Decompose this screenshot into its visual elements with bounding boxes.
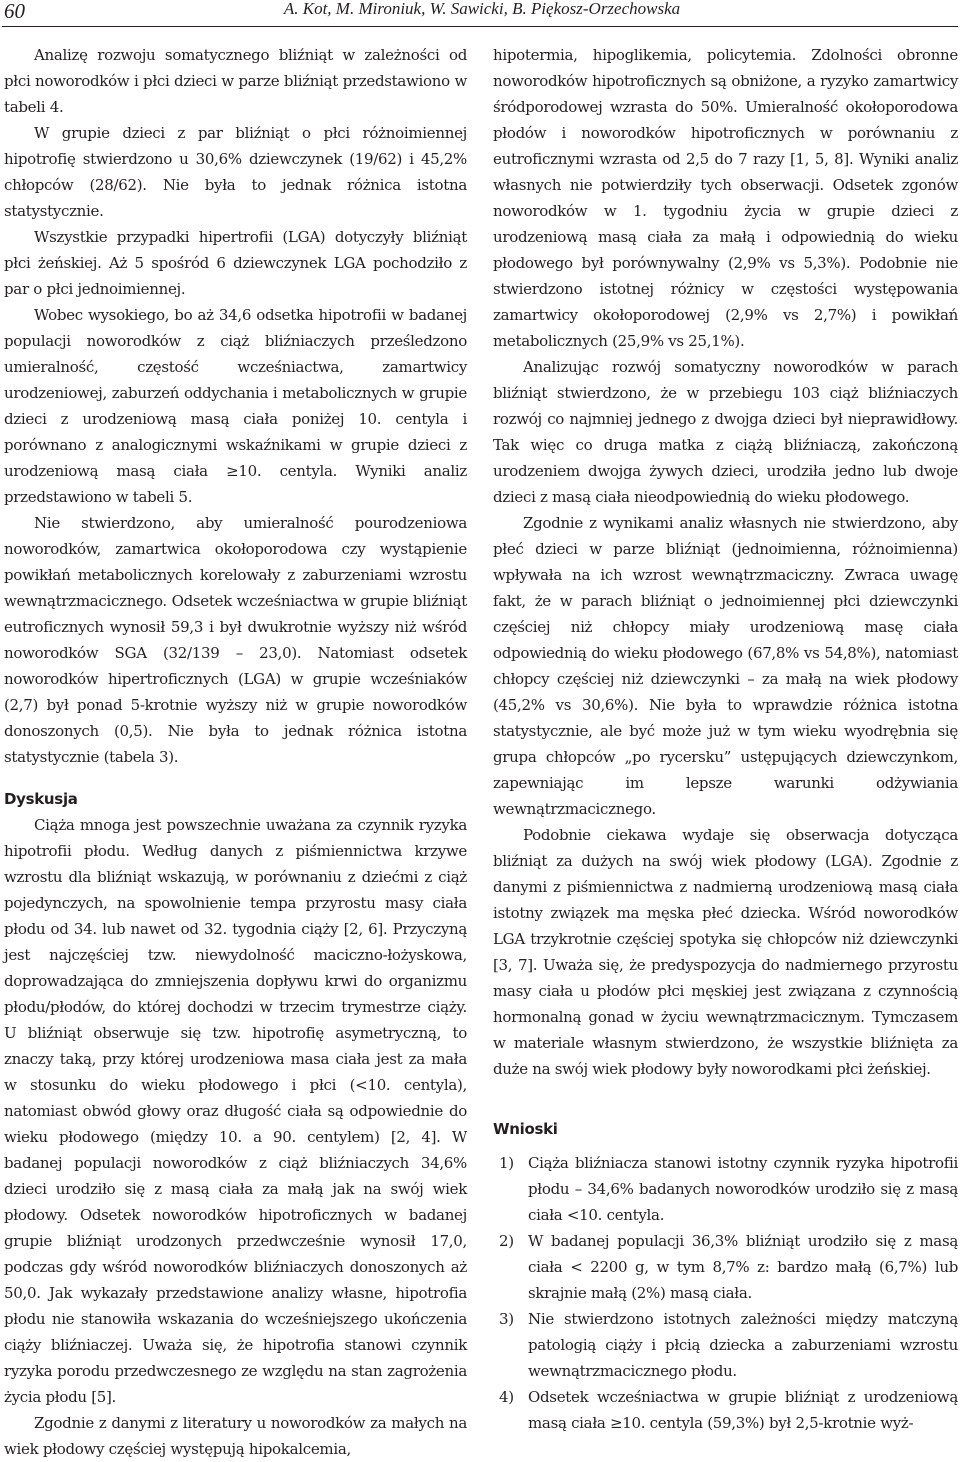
paragraph: Analizę rozwoju somatycznego bliźniąt w zależności od płci noworodków i płci dzieci w parze bliźniąt przedstawiono w tabeli 4. [4, 46, 467, 116]
list-text: Nie stwierdzono istotnych zależności między matczyną patologią ciąży i płcią dziecka a zaburzeniami wzrostu wewnątrzmacicznego płodu. [528, 1310, 958, 1380]
section-heading-wnioski: Wnioski [493, 1120, 558, 1138]
list-text: Ciąża bliźniacza stanowi istotny czynnik ryzyka hipotrofii płodu – 34,6% badanych noworodków urodziło się z masą ciała <10. centyla. [528, 1154, 958, 1224]
list-item [493, 1150, 958, 1228]
running-head-authors: A. Kot, M. Mironiuk, W. Sawicki, B. Piękosz-Orzechowska [283, 0, 681, 18]
paragraph: Nie stwierdzono, aby umieralność pourodzeniowa noworodków, zamartwica okołoporodowa czy wystąpienie powikłań metabolicznych korelowały z zaburzeniami wzrostu wewnątrzmacicznego. Odsetek wcześniactwa w grupie bliźniąt eutroficznych wynosił 59,3 i był dwukrotnie wyższy niż wśród noworodków SGA (32/139 – 23,0). Natomiast odsetek noworodków hipertroficznych (LGA) w grupie wcześniaków (2,7) był ponad 5-krotnie wyższy niż w grupie noworodków donoszonych (0,5). Nie była to jednak różnica istotna statystycznie (tabela 3). [4, 514, 467, 766]
right-column [493, 42, 958, 1436]
section-heading-dyskusja: Dyskusja [4, 790, 78, 808]
list-number: 1) [499, 1154, 514, 1172]
left-column [4, 42, 467, 1462]
list-text: Odsetek wcześniactwa w grupie bliźniąt z urodzeniową masą ciała ≥10. centyla (59,3%) był 2,5-krotnie wyż- [528, 1388, 958, 1432]
paragraph: Wobec wysokiego, bo aż 34,6 odsetka hipotrofii w badanej populacji noworodków z ciąż bliźniaczych prześledzono umieralność, częstość wcześniactwa, zamartwicy urodzeniowej, zaburzeń oddychania i metabolicznych w grupie dzieci z urodzeniową masą ciała poniżej 10. centyla i porównano z analogicznymi wskaźnikami w grupie dzieci z urodzeniową masą ciała ≥10. centyla. Wyniki analiz przedstawiono w tabeli 5. [4, 306, 467, 506]
paragraph: Ciąża mnoga jest powszechnie uważana za czynnik ryzyka hipotrofii płodu. Według danych z piśmiennictwa krzywe wzrostu dla bliźniąt wskazują, w porównaniu z dziećmi z ciąż pojedynczych, na spowolnienie tempa przyrostu masy ciała płodu od 34. lub nawet od 32. tygodnia ciąży [2, 6]. Przyczyną jest najczęściej tzw. niewydolność maciczno-łożyskowa, doprowadzająca do zmniejszenia dopływu krwi do organizmu płodu/płodów, do której dochodzi w trzecim trymestrze ciąży. U bliźniąt obserwuje się tzw. hipotrofię asymetryczną, to znaczy taką, przy której urodzeniowa masa ciała jest za mała w stosunku do wieku płodowego i płci (<10. centyla), natomiast obwód głowy oraz długość ciała są odpowiednie do wieku płodowego (między 10. a 90. centylem) [2, 4]. W badanej populacji noworodków z ciąż bliźniaczych 34,6% dzieci urodziło się z masą ciała za małą jak na swój wiek płodowy. Odsetek noworodków hipotroficznych w badanej grupie bliźniąt urodzonych przedwcześnie wynosił 17,0, podczas gdy wśród noworodków bliźniaczych donoszonych aż 50,0. Jak wykazały przedstawione analizy własne, hipotrofia płodu nie stanowiła wskazania do wcześniejszego ukończenia ciąży bliźniaczej. Uważa się, że hipotrofia stanowi czynnik ryzyka porodu przedwczesnego ze względu na stan zagrożenia życia płodu [5]. [4, 816, 467, 1406]
conclusions-list [493, 1150, 958, 1436]
paragraph: Analizując rozwój somatyczny noworodków w parach bliźniąt stwierdzono, że w przebiegu 103 ciąż bliźniaczych rozwój co najmniej jednego z dwojga dzieci był nieprawidłowy. Tak więc co druga matka z ciążą bliźniaczą, zakończoną urodzeniem dwojga żywych dzieci, urodziła jedno lub dwoje dzieci z masą ciała nieodpowiednią do wieku płodowego. [493, 358, 958, 506]
paragraph: Zgodnie z danymi z literatury u noworodków za małych na wiek płodowy częściej występują hipokalcemia, [4, 1414, 467, 1458]
list-item [493, 1228, 958, 1306]
paragraph: Podobnie ciekawa wydaje się obserwacja dotycząca bliźniąt za dużych na swój wiek płodowy (LGA). Zgodnie z danymi z piśmiennictwa z nadmierną urodzeniową masą ciała istotny związek ma męska płeć dziecka. Wśród noworodków LGA trzykrotnie częściej spotyka się chłopców niż dziewczynki [3, 7]. Uważa się, że predyspozycja do nadmiernego przyrostu masy ciała u płodów płci męskiej jest związana z czynnością hormonalną gonad w życiu wewnątrzmacicznym. Tymczasem w materiale własnym stwierdzono, że wszystkie bliźnięta za duże na swój wiek płodowy były noworodkami płci żeńskiej. [493, 826, 958, 1078]
paragraph: Zgodnie z wynikami analiz własnych nie stwierdzono, aby płeć dzieci w parze bliźniąt (jednoimienna, różnoimienna) wpływała na ich wzrost wewnątrzmaciczny. Zwraca uwagę fakt, że w parach bliźniąt o jednoimiennej płci dziewczynki częściej niż chłopcy miały urodzeniową masę ciała odpowiednią do wieku płodowego (67,8% vs 54,8%), natomiast chłopcy częściej niż dziewczynki – za małą na wiek płodowy (45,2% vs 30,6%). Nie była to wprawdzie różnica istotna statystycznie, ale być może już w tym wieku wyodrębnia się grupa chłopców „po rycersku” ustępujących dziewczynkom, zapewniając im lepsze warunki odżywiania wewnątrzmacicznego. [493, 514, 958, 818]
paragraph: W grupie dzieci z par bliźniąt o płci różnoimiennej hipotrofię stwierdzono u 30,6% dziewczynek (19/62) i 45,2% chłopców (28/62). Nie była to jednak różnica istotna statystycznie. [4, 124, 467, 220]
list-item [493, 1384, 958, 1436]
list-number: 3) [499, 1310, 514, 1328]
list-number: 2) [499, 1232, 514, 1250]
page-header [2, 0, 958, 27]
list-item [493, 1306, 958, 1384]
paragraph: Wszystkie przypadki hipertrofii (LGA) dotyczyły bliźniąt płci żeńskiej. Aż 5 spośród 6 dziewczynek LGA pochodziło z par o płci jednoimiennej. [4, 228, 467, 298]
page-number: 60 [4, 0, 25, 23]
list-text: W badanej populacji 36,3% bliźniąt urodziło się z masą ciała < 2200 g, w tym 8,7% z: bardzo małą (6,7%) lub skrajnie małą (2%) masą ciała. [528, 1232, 958, 1302]
list-number: 4) [499, 1388, 514, 1406]
paragraph: hipotermia, hipoglikemia, policytemia. Zdolności obronne noworodków hipotroficznych są obniżone, a ryzyko zamartwicy śródporodowej wzrasta do 50%. Umieralność okołoporodowa płodów i noworodków hipotroficznych w porównaniu z eutroficznymi wzrasta od 2,5 do 7 razy [1, 5, 8]. Wyniki analiz własnych nie potwierdziły tych obserwacji. Odsetek zgonów noworodków w 1. tygodniu życia w grupie dzieci z urodzeniową masą ciała za małą i odpowiednią do wieku płodowego był porównywalny (2,9% vs 5,3%). Podobnie nie stwierdzono istotnej różnicy w częstości występowania zamartwicy okołoporodowej (2,9% vs 2,7%) i powikłań metabolicznych (25,9% vs 25,1%). [493, 46, 958, 350]
